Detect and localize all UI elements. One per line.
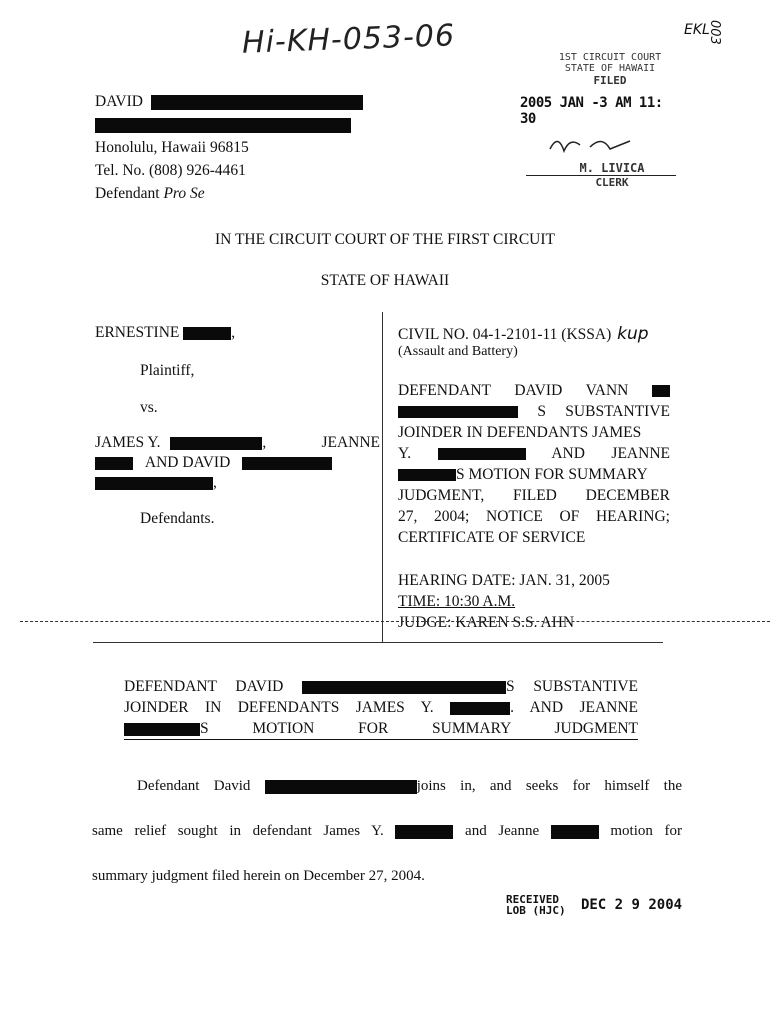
caption-divider [382, 312, 383, 642]
caption-left: ERNESTINE , Plaintiff, vs. JAMES Y. , JEANNE AND DAVID , Defendants. [95, 324, 380, 527]
stamp-clerk-name: M. LIVICA [579, 161, 645, 175]
defendant-james: JAMES Y. [95, 434, 161, 451]
handwritten-initials: kup [617, 324, 649, 344]
stamp-state: STATE OF HAWAII [564, 63, 656, 74]
caption-title-1: DEFENDANT DAVID VANN [398, 382, 629, 399]
redaction-bar [265, 780, 417, 794]
corner-mark: EKL [684, 22, 710, 38]
redaction-bar [95, 477, 213, 490]
received-stamp: RECEIVED LOB (HJC) DEC 2 9 2004 [506, 893, 683, 917]
redaction-bar [170, 437, 262, 450]
plaintiff-name: ERNESTINE [95, 324, 180, 341]
header-role: Defendant [95, 185, 160, 202]
caption-title-2: S SUBSTANTIVE [537, 403, 670, 420]
versus: vs. [140, 399, 158, 416]
clerk-signature [540, 127, 650, 161]
scan-dashed-line [20, 621, 770, 622]
title-line-1b: S SUBSTANTIVE [506, 678, 638, 695]
caption-title-5: S MOTION FOR SUMMARY [456, 466, 648, 483]
redaction-bar [95, 457, 133, 470]
header-tel: Tel. No. (808) 926-4461 [95, 162, 246, 179]
redaction-bar [151, 95, 363, 110]
stamp-filed: FILED [593, 74, 627, 87]
body-paragraph: Defendant David joins in, and seeks for himself the same relief sought in defendant James Y. and Jeanne motion for summary judgment filed herein on December 27, 2004. [92, 764, 682, 899]
redaction-bar [395, 825, 453, 839]
title-line-2b: . AND JEANNE [510, 699, 638, 716]
caption-title-8: CERTIFICATE OF SERVICE [398, 529, 586, 546]
handwritten-doc-id: Hi-KH-053-06 [241, 18, 456, 61]
caption-title-7: 27, 2004; NOTICE OF HEARING; [398, 508, 670, 525]
plaintiff-role: Plaintiff, [140, 362, 195, 379]
redaction-bar [242, 457, 332, 470]
header-role-italic: Pro Se [163, 185, 205, 202]
attorney-header [95, 90, 363, 205]
court-state: STATE OF HAWAII [320, 272, 450, 289]
court-name: IN THE CIRCUIT COURT OF THE FIRST CIRCUIT [215, 231, 555, 248]
civil-number: CIVIL NO. 04-1-2101-11 (KSSA) [398, 326, 612, 343]
header-city: Honolulu, Hawaii 96815 [95, 139, 249, 156]
title-line-1a: DEFENDANT DAVID [124, 678, 284, 695]
redaction-bar [124, 723, 200, 736]
redaction-bar [95, 118, 351, 133]
redaction-bar [398, 406, 518, 418]
defendant-david: AND DAVID [144, 454, 231, 471]
case-nature: (Assault and Battery) [398, 344, 518, 359]
header-name: DAVID [95, 93, 143, 110]
hearing-time: TIME: 10:30 A.M. [398, 593, 516, 610]
caption-title-4b: AND JEANNE [551, 445, 670, 462]
judge: JUDGE: KAREN S.S. AHN [398, 614, 575, 631]
redaction-bar [438, 448, 526, 460]
redaction-bar [551, 825, 599, 839]
caption-title-4a: Y. [398, 445, 412, 462]
defendants-role: Defendants. [140, 510, 215, 527]
caption-right [398, 324, 670, 633]
defendant-jeanne: JEANNE [321, 434, 380, 451]
filing-stamp [520, 52, 680, 189]
document-title [124, 676, 638, 740]
redaction-bar [652, 385, 670, 397]
stamp-court: 1ST CIRCUIT COURT [558, 52, 662, 63]
stamp-clerk-title: CLERK [595, 176, 629, 189]
caption-title-3: JOINDER IN DEFENDANTS JAMES [398, 424, 642, 441]
title-line-3: S MOTION FOR SUMMARY JUDGMENT [200, 720, 638, 737]
redaction-bar [450, 702, 510, 715]
body-line-3: summary judgment filed herein on December 27, 2004. [92, 868, 425, 884]
hearing-date: HEARING DATE: JAN. 31, 2005 [398, 572, 610, 589]
redaction-bar [398, 469, 456, 481]
title-line-2a: JOINDER IN DEFENDANTS JAMES Y. [124, 699, 434, 716]
redaction-bar [183, 327, 231, 340]
caption-bottom-rule [93, 642, 663, 643]
redaction-bar [302, 681, 506, 694]
received-date: DEC 2 9 2004 [580, 897, 683, 913]
stamp-date: 2005 JAN -3 AM 11: 30 [520, 95, 663, 127]
caption-title-6: JUDGMENT, FILED DECEMBER [398, 487, 670, 504]
corner-number: 003 [707, 20, 722, 45]
